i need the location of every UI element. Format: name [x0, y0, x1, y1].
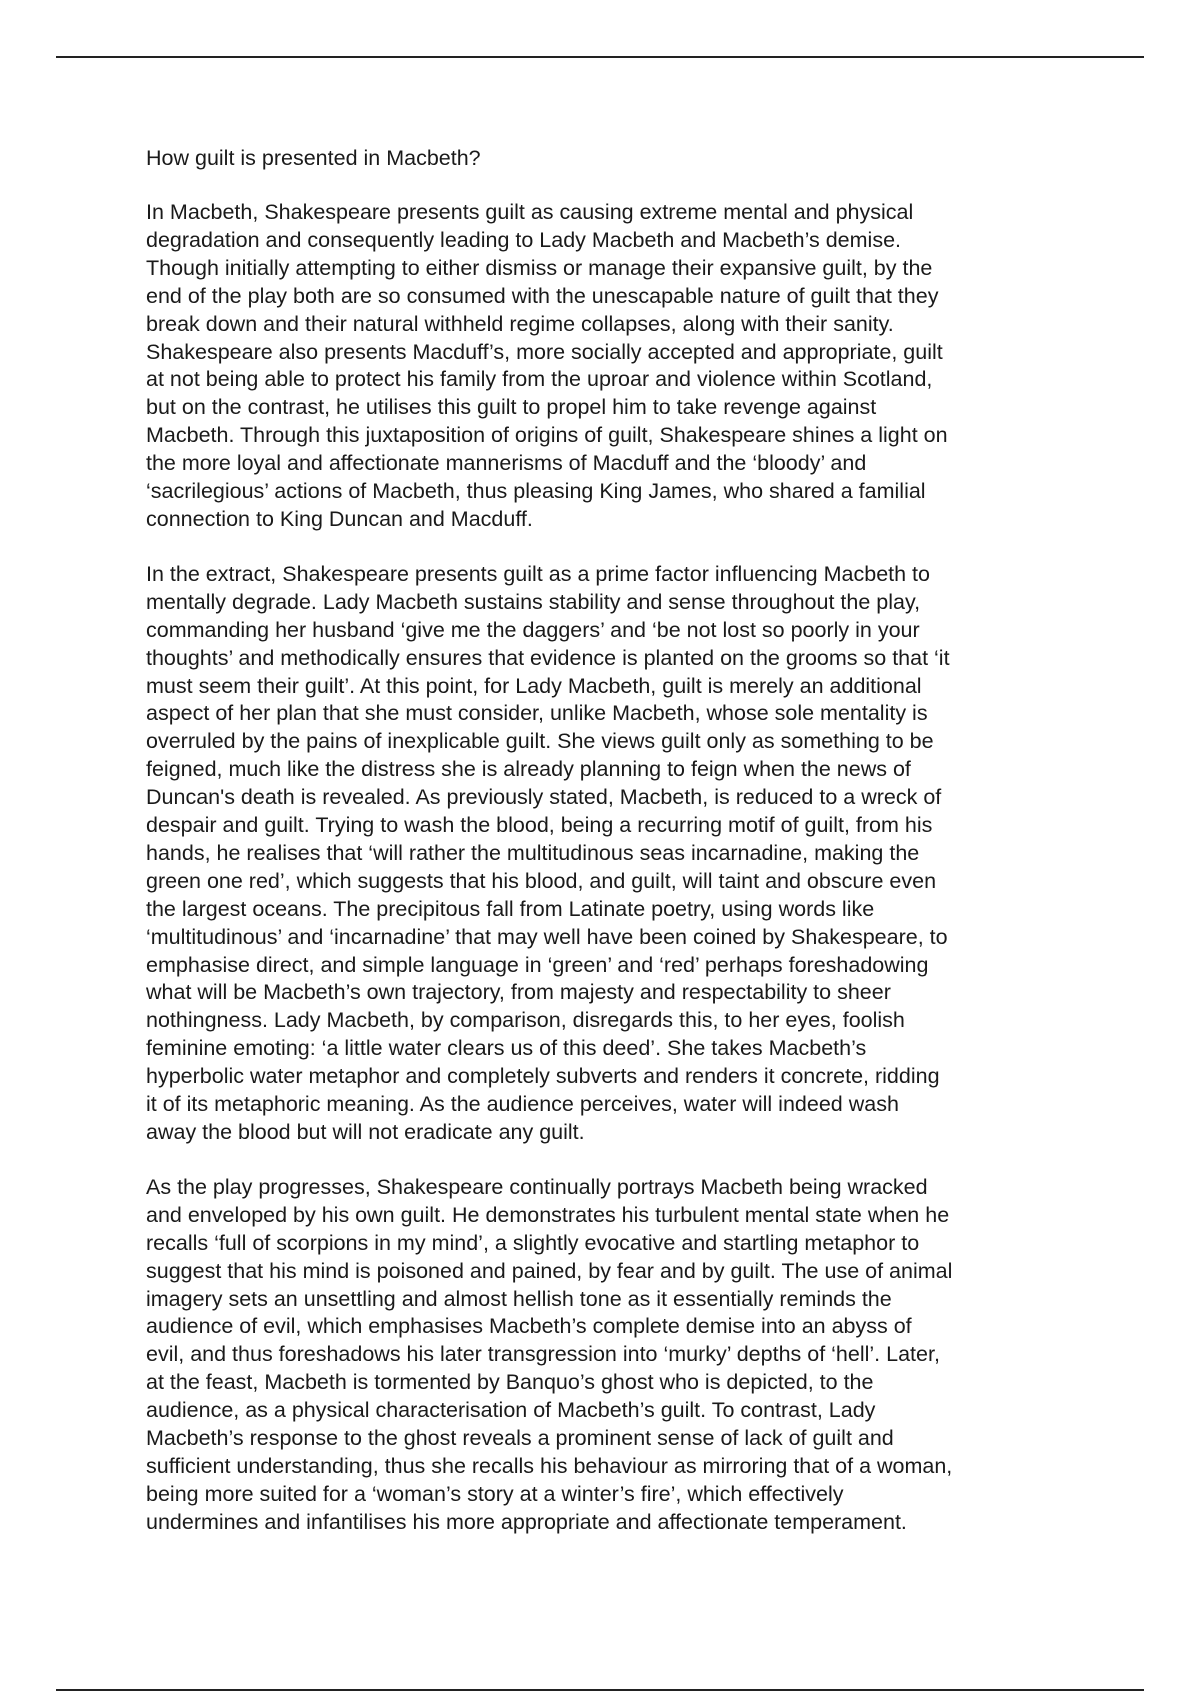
paragraph-line: connection to King Duncan and Macduff.: [146, 506, 533, 531]
document-body: [146, 144, 1066, 1564]
paragraph-line: evil, and thus foreshadows his later transgression into ‘murky’ depths of ‘hell’. Later,: [146, 1342, 940, 1367]
paragraph-line: it of its metaphoric meaning. As the audience perceives, water will indeed wash: [146, 1092, 899, 1117]
paragraph-2: [146, 561, 1066, 1147]
paragraph-line: despair and guilt. Trying to wash the blood, being a recurring motif of guilt, from his: [146, 813, 933, 838]
paragraph-line: recalls ‘full of scorpions in my mind’, a slightly evocative and startling metaphor to: [146, 1230, 920, 1255]
paragraph-line: being more suited for a ‘woman’s story at a winter’s fire’, which effectively: [146, 1481, 844, 1506]
paragraph-line: but on the contrast, he utilises this guilt to propel him to take revenge against: [146, 395, 877, 420]
paragraph-line: nothingness. Lady Macbeth, by comparison, disregards this, to her eyes, foolish: [146, 1008, 905, 1033]
paragraph-line: feigned, much like the distress she is already planning to feign when the news of: [146, 757, 911, 782]
paragraph-line: As the play progresses, Shakespeare continually portrays Macbeth being wracked: [146, 1174, 928, 1199]
paragraph-line: imagery sets an unsettling and almost hellish tone as it essentially reminds the: [146, 1286, 892, 1311]
paragraph-line: at not being able to protect his family from the uproar and violence within Scotland,: [146, 367, 933, 392]
paragraph-line: end of the play both are so consumed with the unescapable nature of guilt that they: [146, 283, 939, 308]
paragraph-line: Macbeth. Through this juxtaposition of origins of guilt, Shakespeare shines a light on: [146, 423, 948, 448]
paragraph-line: mentally degrade. Lady Macbeth sustains stability and sense throughout the play,: [146, 589, 921, 614]
paragraph-line: Shakespeare also presents Macduff’s, more socially accepted and appropriate, guilt: [146, 339, 943, 364]
paragraph-line: break down and their natural withheld regime collapses, along with their sanity.: [146, 311, 894, 336]
paragraph-line: aspect of her plan that she must consider, unlike Macbeth, whose sole mentality is: [146, 701, 928, 726]
paragraph-1: [146, 199, 1066, 534]
paragraph-3: [146, 1174, 1066, 1537]
paragraph-line: hyperbolic water metaphor and completely subverts and renders it concrete, ridding: [146, 1064, 940, 1089]
paragraph-line: feminine emoting: ‘a little water clears us of this deed’. She takes Macbeth’s: [146, 1036, 867, 1061]
paragraph-line: green one red’, which suggests that his blood, and guilt, will taint and obscure even: [146, 868, 937, 893]
paragraph-line: audience, as a physical characterisation of Macbeth’s guilt. To contrast, Lady: [146, 1398, 876, 1423]
paragraph-line: thoughts’ and methodically ensures that evidence is planted on the grooms so that ‘it: [146, 645, 950, 670]
paragraph-line: suggest that his mind is poisoned and pained, by fear and by guilt. The use of animal: [146, 1258, 953, 1283]
paragraph-line: audience of evil, which emphasises Macbeth’s complete demise into an abyss of: [146, 1314, 912, 1339]
paragraph-line: In the extract, Shakespeare presents guilt as a prime factor influencing Macbeth to: [146, 561, 930, 586]
paragraph-line: degradation and consequently leading to Lady Macbeth and Macbeth’s demise.: [146, 227, 902, 252]
paragraph-line: Macbeth’s response to the ghost reveals a prominent sense of lack of guilt and: [146, 1426, 894, 1451]
paragraph-line: sufficient understanding, thus she recalls his behaviour as mirroring that of a woman,: [146, 1453, 953, 1478]
paragraph-line: and enveloped by his own guilt. He demonstrates his turbulent mental state when he: [146, 1202, 950, 1227]
paragraph-line: emphasise direct, and simple language in ‘green’ and ‘red’ perhaps foreshadowing: [146, 952, 929, 977]
paragraph-line: hands, he realises that ‘will rather the multitudinous seas incarnadine, making the: [146, 840, 920, 865]
paragraph-line: Though initially attempting to either dismiss or manage their expansive guilt, by the: [146, 255, 933, 280]
paragraph-line: ‘multitudinous’ and ‘incarnadine’ that may well have been coined by Shakespeare, to: [146, 924, 948, 949]
paragraph-line: ‘sacrilegious’ actions of Macbeth, thus pleasing King James, who shared a familial: [146, 479, 926, 504]
paragraph-line: undermines and infantilises his more appropriate and affectionate temperament.: [146, 1509, 907, 1534]
paragraph-line: what will be Macbeth’s own trajectory, from majesty and respectability to sheer: [146, 980, 891, 1005]
paragraph-line: must seem their guilt’. At this point, for Lady Macbeth, guilt is merely an additional: [146, 673, 922, 698]
paragraph-line: the more loyal and affectionate mannerisms of Macduff and the ‘bloody’ and: [146, 451, 867, 476]
paragraph-line: commanding her husband ‘give me the daggers’ and ‘be not lost so poorly in your: [146, 617, 920, 642]
paragraph-line: Duncan's death is revealed. As previously stated, Macbeth, is reduced to a wreck of: [146, 785, 942, 810]
paragraph-line: overruled by the pains of inexplicable guilt. She views guilt only as something to be: [146, 729, 934, 754]
paragraph-line: the largest oceans. The precipitous fall from Latinate poetry, using words like: [146, 896, 875, 921]
footer-rule: [56, 1689, 1144, 1691]
paragraph-line: at the feast, Macbeth is tormented by Banquo’s ghost who is depicted, to the: [146, 1370, 874, 1395]
paragraph-line: In Macbeth, Shakespeare presents guilt as causing extreme mental and physical: [146, 200, 914, 224]
document-title: How guilt is presented in Macbeth?: [146, 146, 481, 170]
paragraph-line: away the blood but will not eradicate any guilt.: [146, 1120, 585, 1144]
header-rule: [56, 56, 1144, 58]
